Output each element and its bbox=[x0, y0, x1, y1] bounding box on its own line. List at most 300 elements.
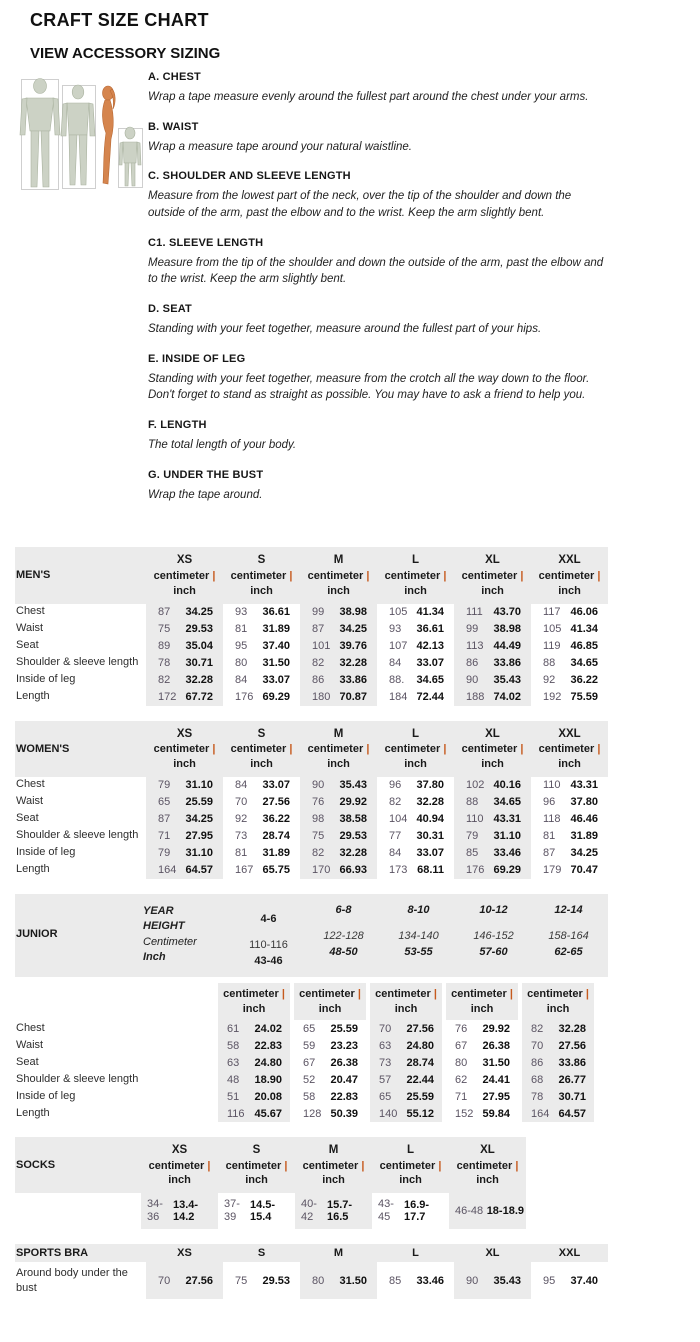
inch-value: 16.9-17.7 bbox=[404, 1199, 430, 1224]
unit-inch-label: inch bbox=[481, 757, 504, 770]
size-column-header bbox=[218, 983, 290, 1020]
inch-value: 36.61 bbox=[416, 623, 444, 636]
size-label: M bbox=[328, 1144, 339, 1157]
size-cell bbox=[370, 1071, 442, 1088]
inch-value: 33.46 bbox=[416, 1274, 444, 1287]
size-cell bbox=[218, 1054, 290, 1071]
inch-value: 31.10 bbox=[185, 847, 213, 860]
centimeter-value: 65 bbox=[303, 1022, 316, 1035]
inch-value: 25.59 bbox=[330, 1022, 358, 1035]
size-cell bbox=[300, 655, 377, 672]
inch-value: 31.89 bbox=[570, 830, 598, 843]
size-label: XS bbox=[171, 1144, 188, 1157]
inch-value: 30.31 bbox=[416, 830, 444, 843]
inch-value: 46.46 bbox=[570, 813, 598, 826]
socks-size-table bbox=[15, 1137, 608, 1229]
unit-inch-label: inch bbox=[250, 584, 273, 597]
inch-value: 38.98 bbox=[339, 606, 367, 619]
inch-value: 22.83 bbox=[254, 1039, 282, 1052]
unit-separator: | bbox=[585, 988, 589, 1001]
measurement-row-label: Seat bbox=[16, 1055, 39, 1068]
centimeter-value: 80 bbox=[455, 1056, 468, 1069]
height-inch-range: 53-55 bbox=[404, 945, 433, 958]
measurement-row-label: Seat bbox=[16, 639, 39, 652]
junior-unit-label: YEAR bbox=[143, 904, 174, 917]
size-cell bbox=[449, 1193, 526, 1229]
centimeter-value: 63 bbox=[227, 1056, 240, 1069]
centimeter-value: 173 bbox=[389, 864, 408, 877]
centimeter-value: 113 bbox=[466, 640, 484, 653]
junior-unit-label: Centimeter bbox=[143, 935, 197, 948]
centimeter-value: 79 bbox=[158, 847, 171, 860]
year-range-label: 4-6 bbox=[260, 912, 277, 925]
centimeter-value: 90 bbox=[312, 779, 325, 792]
size-cell bbox=[531, 862, 608, 879]
size-column-header bbox=[372, 1137, 449, 1193]
measure-section-text: Measure from the lowest part of the neck, over the tip of the shoulder and down the outside of the arm, past the elbow and to the wrist. Keep the arm slightly bent. bbox=[148, 190, 572, 220]
inch-value: 27.56 bbox=[406, 1022, 434, 1035]
junior-year-column bbox=[456, 902, 531, 966]
measurement-row-label: Inside of leg bbox=[16, 846, 76, 859]
inch-value: 34.25 bbox=[185, 606, 213, 619]
inch-value: 26.77 bbox=[558, 1073, 586, 1086]
centimeter-value: 152 bbox=[455, 1107, 474, 1120]
centimeter-value: 95 bbox=[235, 640, 248, 653]
height-centimeter-range: 158-164 bbox=[548, 929, 589, 942]
height-inch-range: 57-60 bbox=[479, 945, 508, 958]
centimeter-value: 89 bbox=[158, 640, 171, 653]
mens-size-table bbox=[15, 547, 608, 705]
size-cell bbox=[377, 1262, 454, 1299]
inch-value: 39.76 bbox=[339, 640, 367, 653]
inch-value: 40.16 bbox=[493, 779, 521, 792]
centimeter-value: 111 bbox=[466, 606, 483, 619]
inch-value: 27.56 bbox=[262, 796, 290, 809]
unit-centimeter-label: centimeter | bbox=[384, 743, 447, 756]
measure-section-text: The total length of your body. bbox=[148, 439, 297, 452]
centimeter-value: 92 bbox=[543, 674, 556, 687]
size-cell bbox=[146, 638, 223, 655]
size-column-header bbox=[146, 721, 223, 777]
inch-value: 22.83 bbox=[330, 1090, 358, 1103]
centimeter-value: 167 bbox=[235, 864, 254, 877]
inch-value: 44.49 bbox=[493, 640, 521, 653]
size-cell bbox=[377, 655, 454, 672]
size-cell bbox=[522, 1020, 594, 1037]
size-label: L bbox=[377, 1244, 454, 1262]
size-cell bbox=[300, 621, 377, 638]
size-column-header bbox=[218, 1137, 295, 1193]
unit-inch-label: inch bbox=[558, 757, 581, 770]
centimeter-value: 117 bbox=[543, 606, 561, 619]
inch-value: 50.39 bbox=[330, 1107, 358, 1120]
size-cell bbox=[223, 811, 300, 828]
centimeter-value: 82 bbox=[531, 1022, 544, 1035]
centimeter-value: 70 bbox=[158, 1274, 171, 1287]
size-cell bbox=[294, 1020, 366, 1037]
centimeter-value: 82 bbox=[312, 847, 325, 860]
unit-inch-label: inch bbox=[558, 584, 581, 597]
centimeter-value: 34-36 bbox=[147, 1198, 163, 1224]
inch-value: 37.40 bbox=[262, 640, 290, 653]
size-cell bbox=[300, 811, 377, 828]
size-cell bbox=[146, 672, 223, 689]
size-column-header bbox=[377, 547, 454, 603]
centimeter-value: 78 bbox=[158, 657, 171, 670]
centimeter-value: 81 bbox=[235, 623, 248, 636]
size-cell bbox=[223, 845, 300, 862]
inch-value: 38.58 bbox=[339, 813, 367, 826]
centimeter-value: 99 bbox=[466, 623, 479, 636]
inch-value: 37.80 bbox=[416, 779, 444, 792]
unit-inch-label: inch bbox=[404, 584, 427, 597]
size-cell bbox=[372, 1193, 449, 1229]
inch-value: 31.10 bbox=[185, 779, 213, 792]
unit-separator: | bbox=[281, 988, 285, 1001]
size-cell bbox=[531, 672, 608, 689]
inch-value: 33.07 bbox=[416, 847, 444, 860]
table-title: WOMEN'S bbox=[15, 721, 146, 777]
inch-value: 31.50 bbox=[482, 1056, 510, 1069]
size-cell bbox=[218, 1020, 290, 1037]
unit-inch-label: inch bbox=[242, 1003, 266, 1016]
centimeter-value: 101 bbox=[312, 640, 331, 653]
inch-value: 36.22 bbox=[262, 813, 290, 826]
inch-value: 33.86 bbox=[558, 1056, 586, 1069]
inch-value: 70.47 bbox=[570, 864, 598, 877]
size-cell bbox=[370, 1037, 442, 1054]
centimeter-value: 96 bbox=[389, 779, 402, 792]
inch-value: 13.4-14.2 bbox=[173, 1199, 199, 1224]
size-cell bbox=[531, 828, 608, 845]
table-title: JUNIOR bbox=[16, 927, 58, 940]
centimeter-value: 70 bbox=[531, 1039, 544, 1052]
centimeter-value: 92 bbox=[235, 813, 248, 826]
inch-value: 32.28 bbox=[558, 1022, 586, 1035]
junior-year-column bbox=[306, 902, 381, 966]
measure-section-text: Wrap the tape around. bbox=[148, 488, 263, 501]
size-label: XXL bbox=[558, 554, 581, 567]
centimeter-value: 82 bbox=[158, 674, 171, 687]
centimeter-value: 179 bbox=[543, 864, 562, 877]
size-cell bbox=[446, 1054, 518, 1071]
inch-value: 18-18.9 bbox=[486, 1205, 524, 1218]
inch-value: 59.84 bbox=[482, 1107, 510, 1120]
centimeter-value: 107 bbox=[389, 640, 408, 653]
inch-value: 33.86 bbox=[339, 674, 367, 687]
size-label: S bbox=[257, 727, 266, 740]
inch-value: 27.95 bbox=[185, 830, 213, 843]
centimeter-value: 95 bbox=[543, 1274, 556, 1287]
centimeter-value: 70 bbox=[235, 796, 248, 809]
centimeter-value: 119 bbox=[543, 640, 561, 653]
inch-value: 34.25 bbox=[339, 623, 367, 636]
size-cell bbox=[300, 777, 377, 794]
inch-value: 68.11 bbox=[417, 864, 444, 877]
centimeter-value: 164 bbox=[158, 864, 177, 877]
centimeter-value: 128 bbox=[303, 1107, 322, 1120]
centimeter-value: 86 bbox=[312, 674, 325, 687]
centimeter-value: 67 bbox=[455, 1039, 468, 1052]
unit-separator: | bbox=[597, 569, 601, 582]
year-range-label: 12-14 bbox=[554, 903, 583, 916]
year-range-label: 10-12 bbox=[479, 903, 508, 916]
centimeter-value: 88 bbox=[543, 657, 556, 670]
size-cell bbox=[294, 1037, 366, 1054]
unit-inch-label: inch bbox=[245, 1174, 268, 1187]
centimeter-value: 81 bbox=[543, 830, 556, 843]
size-column-header bbox=[146, 547, 223, 603]
measure-section bbox=[148, 71, 645, 106]
unit-centimeter-label: centimeter | bbox=[299, 988, 361, 1001]
measurement-instructions bbox=[148, 69, 700, 503]
size-cell bbox=[377, 794, 454, 811]
size-cell bbox=[531, 777, 608, 794]
centimeter-value: 110 bbox=[466, 813, 484, 826]
inch-value: 32.28 bbox=[339, 657, 367, 670]
size-column-header bbox=[294, 983, 366, 1020]
table-title: SPORTS BRA bbox=[15, 1244, 146, 1262]
size-cell bbox=[531, 604, 608, 621]
inch-value: 31.10 bbox=[493, 830, 521, 843]
size-cell bbox=[223, 621, 300, 638]
centimeter-value: 88. bbox=[389, 674, 405, 687]
inch-value: 30.71 bbox=[558, 1090, 586, 1103]
measurement-row-label: Waist bbox=[16, 795, 44, 808]
centimeter-value: 80 bbox=[312, 1274, 325, 1287]
inch-value: 24.80 bbox=[406, 1039, 434, 1052]
accessory-link-row bbox=[0, 31, 700, 63]
size-column-header bbox=[454, 547, 531, 603]
centimeter-value: 73 bbox=[235, 830, 248, 843]
inch-value: 75.59 bbox=[570, 691, 598, 704]
size-cell bbox=[300, 689, 377, 706]
centimeter-value: 86 bbox=[531, 1056, 544, 1069]
size-cell bbox=[377, 604, 454, 621]
size-label: S bbox=[223, 1244, 300, 1262]
unit-inch-label: inch bbox=[546, 1003, 570, 1016]
measure-section-text: Wrap a measure tape around your natural waistline. bbox=[148, 140, 413, 153]
centimeter-value: 96 bbox=[543, 796, 556, 809]
size-cell bbox=[454, 689, 531, 706]
size-cell bbox=[522, 1054, 594, 1071]
centimeter-value: 79 bbox=[158, 779, 171, 792]
size-cell bbox=[146, 777, 223, 794]
size-label: L bbox=[411, 727, 420, 740]
size-label: XXL bbox=[558, 727, 581, 740]
centimeter-value: 84 bbox=[389, 657, 402, 670]
size-cell bbox=[377, 689, 454, 706]
inch-value: 69.29 bbox=[493, 864, 521, 877]
size-cell bbox=[531, 655, 608, 672]
height-inch-range: 62-65 bbox=[554, 945, 583, 958]
size-cell bbox=[531, 1262, 608, 1299]
unit-separator: | bbox=[520, 743, 524, 756]
measure-section-heading: B. WAIST bbox=[148, 120, 199, 133]
unit-inch-label: inch bbox=[394, 1003, 418, 1016]
size-cell bbox=[377, 672, 454, 689]
size-cell bbox=[300, 794, 377, 811]
inch-value: 72.44 bbox=[416, 691, 444, 704]
unit-separator: | bbox=[443, 569, 447, 582]
centimeter-value: 80 bbox=[235, 657, 248, 670]
inch-value: 41.34 bbox=[416, 606, 444, 619]
inch-value: 42.13 bbox=[416, 640, 444, 653]
unit-separator: | bbox=[433, 988, 437, 1001]
inch-value: 20.47 bbox=[330, 1073, 358, 1086]
centimeter-value: 75 bbox=[235, 1274, 248, 1287]
inch-value: 64.57 bbox=[558, 1107, 586, 1120]
centimeter-value: 105 bbox=[543, 623, 562, 636]
unit-inch-label: inch bbox=[318, 1003, 342, 1016]
size-cell bbox=[300, 1262, 377, 1299]
centimeter-value: 180 bbox=[312, 691, 331, 704]
size-cell bbox=[522, 1037, 594, 1054]
size-cell bbox=[446, 1037, 518, 1054]
unit-inch-label: inch bbox=[404, 757, 427, 770]
unit-inch-label: inch bbox=[481, 584, 504, 597]
inch-value: 55.12 bbox=[406, 1107, 434, 1120]
size-cell bbox=[454, 862, 531, 879]
size-cell bbox=[377, 777, 454, 794]
measure-section-text: Measure from the tip of the shoulder and down the outside of the arm, past the elbow and to the wrist. Keep the arm slightly bent. bbox=[148, 256, 604, 286]
size-cell bbox=[146, 845, 223, 862]
unit-inch-label: inch bbox=[250, 757, 273, 770]
measurement-row-label: Length bbox=[16, 1106, 50, 1119]
size-cell bbox=[446, 1105, 518, 1122]
size-column-header bbox=[295, 1137, 372, 1193]
unit-centimeter-label: centimeter | bbox=[379, 1159, 442, 1172]
womens-size-table bbox=[15, 721, 608, 879]
year-range-label: 6-8 bbox=[335, 903, 352, 916]
unit-centimeter-label: centimeter | bbox=[384, 569, 447, 582]
unit-inch-label: inch bbox=[322, 1174, 345, 1187]
size-column-header bbox=[522, 983, 594, 1020]
size-label: XS bbox=[176, 727, 193, 740]
inch-value: 35.04 bbox=[185, 640, 213, 653]
size-cell bbox=[146, 655, 223, 672]
size-cell bbox=[531, 638, 608, 655]
height-range bbox=[456, 929, 531, 961]
size-cell bbox=[454, 845, 531, 862]
size-cell bbox=[300, 845, 377, 862]
size-label: XL bbox=[454, 1244, 531, 1262]
junior-year-column bbox=[231, 911, 306, 975]
centimeter-value: 73 bbox=[379, 1056, 392, 1069]
inch-value: 36.22 bbox=[570, 674, 598, 687]
centimeter-value: 75 bbox=[312, 830, 325, 843]
centimeter-value: 52 bbox=[303, 1073, 316, 1086]
unit-centimeter-label: centimeter | bbox=[153, 743, 216, 756]
size-cell bbox=[223, 672, 300, 689]
centimeter-value: 99 bbox=[312, 606, 325, 619]
body-figures-graphic bbox=[8, 73, 143, 195]
inch-value: 65.75 bbox=[262, 864, 290, 877]
centimeter-value: 82 bbox=[389, 796, 402, 809]
size-cell bbox=[370, 1105, 442, 1122]
height-inch-range: 43-46 bbox=[254, 954, 283, 967]
size-column-header bbox=[223, 547, 300, 603]
centimeter-value: 176 bbox=[466, 864, 485, 877]
size-cell bbox=[377, 862, 454, 879]
size-label: XXL bbox=[531, 1244, 608, 1262]
measurement-row-label: Chest bbox=[16, 605, 45, 618]
size-column-header bbox=[454, 721, 531, 777]
unit-separator: | bbox=[207, 1159, 211, 1172]
centimeter-value: 93 bbox=[389, 623, 402, 636]
height-range bbox=[231, 938, 306, 970]
size-cell bbox=[446, 1088, 518, 1105]
size-cell bbox=[370, 1020, 442, 1037]
centimeter-value: 87 bbox=[158, 813, 171, 826]
size-tables bbox=[15, 547, 608, 1298]
centimeter-value: 82 bbox=[312, 657, 325, 670]
size-cell bbox=[522, 1071, 594, 1088]
size-cell bbox=[377, 621, 454, 638]
centimeter-value: 67 bbox=[303, 1056, 316, 1069]
inch-value: 28.74 bbox=[262, 830, 290, 843]
size-cell bbox=[446, 1020, 518, 1037]
measurement-row-label: Inside of leg bbox=[16, 1089, 76, 1102]
inch-value: 34.65 bbox=[416, 674, 444, 687]
unit-inch-label: inch bbox=[168, 1174, 191, 1187]
unit-centimeter-label: centimeter | bbox=[153, 569, 216, 582]
centimeter-value: 63 bbox=[379, 1039, 392, 1052]
size-cell bbox=[377, 811, 454, 828]
size-cell bbox=[223, 1262, 300, 1299]
inch-value: 36.61 bbox=[262, 606, 290, 619]
size-cell bbox=[454, 604, 531, 621]
size-label: XS bbox=[146, 1244, 223, 1262]
measure-section bbox=[148, 121, 645, 156]
inch-value: 34.25 bbox=[570, 847, 598, 860]
inch-value: 25.59 bbox=[185, 796, 213, 809]
size-cell bbox=[218, 1071, 290, 1088]
inch-value: 37.40 bbox=[570, 1274, 598, 1287]
unit-centimeter-label: centimeter | bbox=[461, 569, 524, 582]
inch-value: 27.56 bbox=[558, 1039, 586, 1052]
size-label: L bbox=[406, 1144, 415, 1157]
unit-separator: | bbox=[289, 569, 293, 582]
size-label: XS bbox=[176, 554, 193, 567]
inch-value: 14.5-15.4 bbox=[250, 1199, 276, 1224]
size-label: S bbox=[257, 554, 266, 567]
size-cell bbox=[454, 621, 531, 638]
size-cell bbox=[294, 1105, 366, 1122]
measurement-row-label: Inside of leg bbox=[16, 673, 76, 686]
inch-value: 32.28 bbox=[339, 847, 367, 860]
measurement-row-label: Chest bbox=[16, 778, 45, 791]
measure-section-text: Standing with your feet together, measure from the crotch all the way down to the floor. Don't forget to stand as straight as possible. You may have to ask a friend to help you. bbox=[148, 372, 590, 402]
size-cell bbox=[294, 1088, 366, 1105]
centimeter-value: 93 bbox=[235, 606, 248, 619]
size-cell bbox=[146, 604, 223, 621]
inch-value: 40.94 bbox=[416, 813, 444, 826]
measure-section-heading: F. LENGTH bbox=[148, 419, 207, 432]
size-cell bbox=[223, 777, 300, 794]
inch-value: 29.92 bbox=[482, 1022, 510, 1035]
inch-value: 41.34 bbox=[570, 623, 598, 636]
centimeter-value: 71 bbox=[455, 1090, 468, 1103]
inch-value: 27.95 bbox=[482, 1090, 510, 1103]
centimeter-value: 85 bbox=[389, 1274, 402, 1287]
centimeter-value: 90 bbox=[466, 1274, 479, 1287]
inch-value: 28.74 bbox=[406, 1056, 434, 1069]
junior-units-spacer bbox=[15, 983, 214, 1020]
unit-separator: | bbox=[357, 988, 361, 1001]
view-accessory-sizing-link[interactable]: VIEW ACCESSORY SIZING bbox=[30, 45, 221, 62]
measurement-row-label: Chest bbox=[16, 1021, 45, 1034]
